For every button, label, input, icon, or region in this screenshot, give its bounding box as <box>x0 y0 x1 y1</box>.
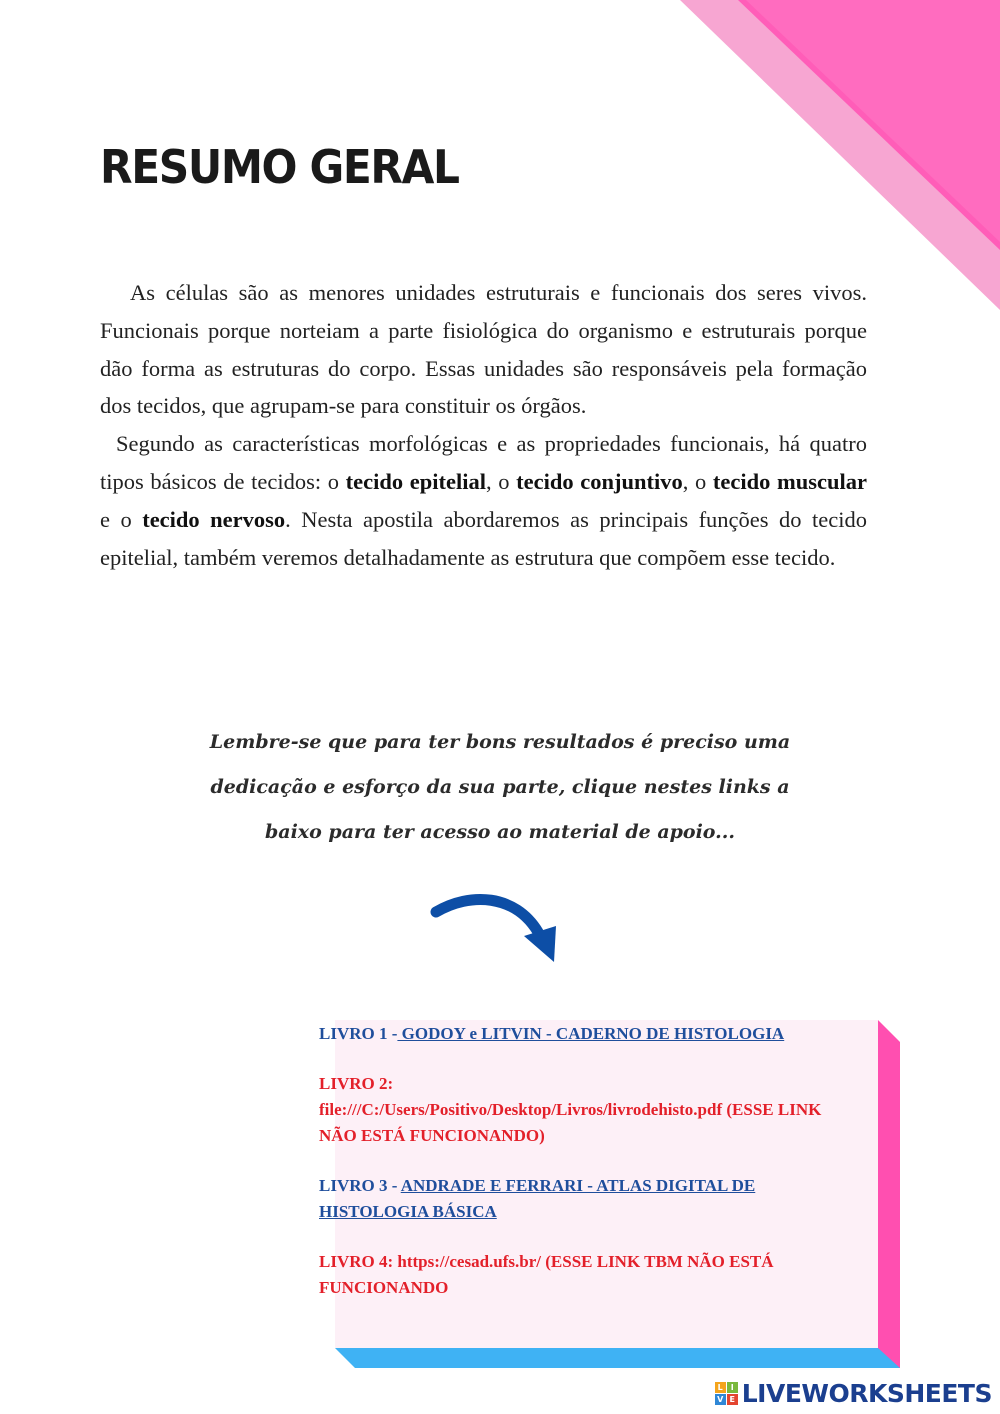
livro-3-label: LIVRO 3 - <box>319 1176 401 1195</box>
p2-text-1: Segundo as características morfológicas e as propriedades funcionais, há quatro tipos básicos de tecidos: o <box>100 431 867 494</box>
liveworksheets-logo-icon <box>715 1382 738 1405</box>
livro-1 <box>319 1021 849 1047</box>
livro-2 <box>319 1071 849 1149</box>
quote-line-3: baixo para ter acesso ao material de apoio... <box>264 821 735 843</box>
logo-letter-l: L <box>715 1382 726 1393</box>
livro-2-url: file:///C:/Users/Positivo/Desktop/Livros/livrodehisto.pdf <box>319 1100 723 1119</box>
logo-letter-v: V <box>715 1394 726 1405</box>
term-epitelial: tecido epitelial <box>345 468 486 494</box>
page-title: RESUMO GERAL <box>100 140 459 194</box>
liveworksheets-text: LIVEWORKSHEETS <box>741 1378 992 1408</box>
logo-letter-e: E <box>727 1394 738 1405</box>
quote-line-1: Lembre-se que para ter bons resultados é preciso uma <box>209 731 791 753</box>
term-nervoso: tecido nervoso <box>142 506 286 532</box>
livro-3 <box>319 1173 849 1225</box>
p2-text-4: e o <box>100 506 143 532</box>
p2-text-2: , o <box>485 468 517 494</box>
livro-4-label: LIVRO 4: <box>319 1252 398 1271</box>
logo-letter-i: I <box>727 1382 738 1393</box>
paragraph-2 <box>100 425 867 576</box>
livro-1-link[interactable]: GODOY e LITVIN - CADERNO DE HISTOLOGIA <box>397 1024 785 1043</box>
term-conjuntivo: tecido conjuntivo <box>516 468 683 494</box>
p2-text-3: , o <box>682 468 713 494</box>
liveworksheets-brand <box>715 1377 992 1409</box>
curved-arrow-icon <box>430 890 570 970</box>
livro-4-note: (ESSE LINK TBM NÃO ESTÁ FUNCIONANDO <box>319 1252 774 1297</box>
corner-decoration <box>680 0 1000 310</box>
motivational-quote <box>190 720 810 855</box>
intro-text <box>100 274 867 576</box>
paragraph-1: As células são as menores unidades estruturais e funcionais dos seres vivos. Funcionais porque norteiam a parte fisiológica do organismo e estruturais porque dão forma as estruturas do corpo. Essas unidades são responsáveis pela formação dos tecidos, que agrupam-se para constituir os órgãos. <box>100 280 867 419</box>
quote-line-2: dedicação e esforço da sua parte, clique nestes links a <box>210 776 790 798</box>
livro-4-url: https://cesad.ufs.br/ <box>397 1252 541 1271</box>
livro-4 <box>319 1249 849 1301</box>
book-links <box>319 1021 849 1325</box>
term-muscular: tecido muscular <box>712 468 868 494</box>
p2-text-5: . Nesta apostila abordaremos as principais funções do tecido epitelial, também veremos detalhadamente as estrutura que compõem esse tecido. <box>100 506 867 570</box>
livro-3-link[interactable]: ANDRADE E FERRARI - ATLAS DIGITAL DE HISTOLOGIA BÁSICA <box>319 1176 756 1221</box>
livro-2-note: (ESSE LINK NÃO ESTÁ FUNCIONANDO) <box>319 1100 822 1145</box>
livro-2-label: LIVRO 2: <box>319 1074 394 1093</box>
livro-1-label: LIVRO 1 - <box>319 1024 398 1043</box>
